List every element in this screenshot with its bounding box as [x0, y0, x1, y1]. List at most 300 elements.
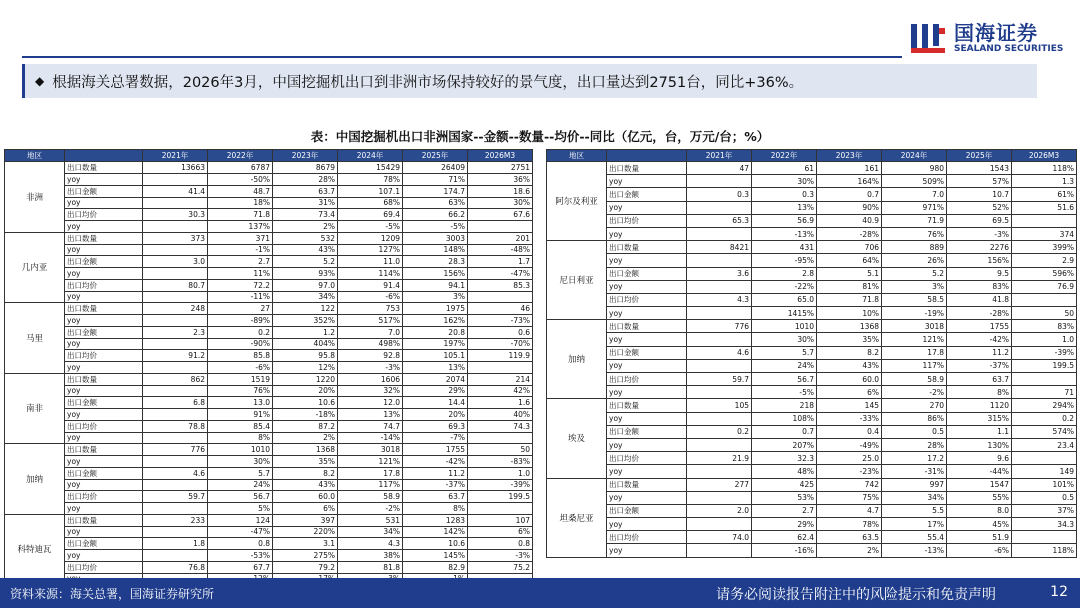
- metric-cell: yoy: [65, 526, 143, 538]
- value-cell: 8.0: [947, 504, 1012, 517]
- table-row: [5, 315, 533, 327]
- value-cell: 517%: [338, 315, 403, 327]
- value-cell: 34%: [338, 526, 403, 538]
- metric-cell: yoy: [65, 197, 143, 209]
- value-cell: 1606: [338, 373, 403, 385]
- value-cell: -28%: [947, 307, 1012, 320]
- metric-cell: yoy: [607, 201, 687, 214]
- value-cell: 48%: [752, 465, 817, 478]
- value-cell: 5.7: [752, 346, 817, 359]
- table-row: [547, 504, 1077, 517]
- value-cell: 46: [468, 303, 533, 315]
- column-header: 2025年: [403, 150, 468, 162]
- value-cell: 30%: [752, 175, 817, 188]
- table-row: [5, 491, 533, 503]
- value-cell: 5.2: [273, 256, 338, 268]
- value-cell: 2%: [273, 432, 338, 444]
- table-row: [547, 280, 1077, 293]
- value-cell: [687, 333, 752, 346]
- value-cell: -50%: [208, 174, 273, 186]
- value-cell: 0.7: [752, 425, 817, 438]
- value-cell: 76.8: [143, 561, 208, 573]
- value-cell: [143, 338, 208, 350]
- value-cell: [143, 456, 208, 468]
- column-header: [607, 150, 687, 162]
- value-cell: 108%: [752, 412, 817, 425]
- value-cell: 91.2: [143, 350, 208, 362]
- table-row: [5, 362, 533, 374]
- country-cell: 几内亚: [5, 232, 65, 303]
- value-cell: 121%: [338, 456, 403, 468]
- value-cell: 498%: [338, 338, 403, 350]
- metric-cell: 出口金额: [65, 326, 143, 338]
- value-cell: 78%: [817, 518, 882, 531]
- value-cell: [1012, 293, 1077, 306]
- table-row: [547, 175, 1077, 188]
- value-cell: 56.7: [208, 491, 273, 503]
- value-cell: -11%: [208, 291, 273, 303]
- value-cell: [143, 221, 208, 233]
- value-cell: 207%: [752, 438, 817, 451]
- value-cell: -6%: [338, 291, 403, 303]
- value-cell: 13%: [403, 362, 468, 374]
- table-row: [547, 333, 1077, 346]
- value-cell: 43%: [273, 479, 338, 491]
- value-cell: 137%: [208, 221, 273, 233]
- value-cell: 1283: [403, 514, 468, 526]
- value-cell: -33%: [817, 412, 882, 425]
- value-cell: 4.3: [338, 538, 403, 550]
- value-cell: -70%: [468, 338, 533, 350]
- table-row: [5, 467, 533, 479]
- value-cell: 117%: [882, 359, 947, 372]
- value-cell: 75%: [817, 491, 882, 504]
- value-cell: 66.2: [403, 209, 468, 221]
- value-cell: 79.2: [273, 561, 338, 573]
- value-cell: 64%: [817, 254, 882, 267]
- metric-cell: yoy: [65, 385, 143, 397]
- value-cell: 73.4: [273, 209, 338, 221]
- column-header: 2022年: [208, 150, 273, 162]
- value-cell: 6787: [208, 162, 273, 174]
- value-cell: -2%: [338, 503, 403, 515]
- metric-cell: 出口数量: [607, 320, 687, 333]
- value-cell: 1755: [403, 444, 468, 456]
- value-cell: [143, 550, 208, 562]
- value-cell: 29%: [752, 518, 817, 531]
- table-row: [5, 174, 533, 186]
- metric-cell: 出口金额: [607, 346, 687, 359]
- value-cell: 69.5: [947, 214, 1012, 227]
- value-cell: 60.0: [273, 491, 338, 503]
- value-cell: 97.0: [273, 279, 338, 291]
- metric-cell: 出口数量: [65, 514, 143, 526]
- value-cell: 56.9: [752, 214, 817, 227]
- value-cell: [468, 221, 533, 233]
- value-cell: 214: [468, 373, 533, 385]
- value-cell: 156%: [403, 268, 468, 280]
- value-cell: 3003: [403, 232, 468, 244]
- value-cell: 574%: [1012, 425, 1077, 438]
- value-cell: 76.9: [1012, 280, 1077, 293]
- metric-cell: 出口数量: [65, 303, 143, 315]
- value-cell: 11.2: [947, 346, 1012, 359]
- value-cell: 1120: [947, 399, 1012, 412]
- value-cell: 58.5: [882, 293, 947, 306]
- value-cell: -3%: [468, 550, 533, 562]
- value-cell: 74.7: [338, 420, 403, 432]
- value-cell: [687, 491, 752, 504]
- table-row: [5, 420, 533, 432]
- table-row: [5, 550, 533, 562]
- value-cell: 13%: [338, 409, 403, 421]
- table-row: [547, 412, 1077, 425]
- metric-cell: yoy: [607, 465, 687, 478]
- value-cell: 4.6: [687, 346, 752, 359]
- metric-cell: yoy: [65, 503, 143, 515]
- value-cell: 776: [143, 444, 208, 456]
- value-cell: 81.8: [338, 561, 403, 573]
- value-cell: 199.5: [468, 491, 533, 503]
- value-cell: 30%: [468, 197, 533, 209]
- value-cell: 3018: [882, 320, 947, 333]
- value-cell: 43%: [273, 244, 338, 256]
- metric-cell: 出口均价: [65, 420, 143, 432]
- table-row: [547, 399, 1077, 412]
- value-cell: 41.8: [947, 293, 1012, 306]
- value-cell: 1368: [273, 444, 338, 456]
- value-cell: 55%: [947, 491, 1012, 504]
- value-cell: -2%: [882, 386, 947, 399]
- metric-cell: yoy: [607, 491, 687, 504]
- table-row: [547, 293, 1077, 306]
- value-cell: 5.2: [882, 267, 947, 280]
- value-cell: 26%: [882, 254, 947, 267]
- table-row: [5, 268, 533, 280]
- table-row: [5, 350, 533, 362]
- value-cell: 107: [468, 514, 533, 526]
- country-cell: 加纳: [547, 320, 607, 399]
- metric-cell: 出口均价: [607, 531, 687, 544]
- value-cell: 20%: [273, 385, 338, 397]
- value-cell: 10%: [817, 307, 882, 320]
- country-cell: 尼日利亚: [547, 241, 607, 320]
- table-row: [547, 307, 1077, 320]
- value-cell: -3%: [947, 227, 1012, 240]
- value-cell: -49%: [817, 438, 882, 451]
- value-cell: 28%: [273, 174, 338, 186]
- metric-cell: 出口金额: [607, 425, 687, 438]
- value-cell: 8421: [687, 241, 752, 254]
- table-row: [5, 409, 533, 421]
- value-cell: 37%: [1012, 504, 1077, 517]
- value-cell: 18%: [208, 197, 273, 209]
- value-cell: -6%: [208, 362, 273, 374]
- value-cell: 8%: [208, 432, 273, 444]
- metric-cell: 出口均价: [65, 491, 143, 503]
- table-row: [547, 465, 1077, 478]
- value-cell: -73%: [468, 315, 533, 327]
- value-cell: 2.8: [752, 267, 817, 280]
- value-cell: 24%: [208, 479, 273, 491]
- value-cell: 53%: [752, 491, 817, 504]
- value-cell: 101%: [1012, 478, 1077, 491]
- value-cell: 1.8: [143, 538, 208, 550]
- value-cell: 63%: [403, 197, 468, 209]
- value-cell: 3.0: [143, 256, 208, 268]
- table-row: [547, 320, 1077, 333]
- column-header: 2026M3: [1012, 150, 1077, 162]
- value-cell: 86%: [882, 412, 947, 425]
- country-cell: 埃及: [547, 399, 607, 478]
- value-cell: 13%: [752, 201, 817, 214]
- value-cell: [143, 197, 208, 209]
- value-cell: 31%: [273, 197, 338, 209]
- value-cell: 0.6: [468, 326, 533, 338]
- metric-cell: 出口均价: [607, 214, 687, 227]
- value-cell: 10.6: [403, 538, 468, 550]
- value-cell: 13.0: [208, 397, 273, 409]
- value-cell: 28.3: [403, 256, 468, 268]
- value-cell: 122: [273, 303, 338, 315]
- column-header: 2025年: [947, 150, 1012, 162]
- value-cell: 1010: [752, 320, 817, 333]
- value-cell: 753: [338, 303, 403, 315]
- value-cell: [1012, 373, 1077, 386]
- value-cell: 371: [208, 232, 273, 244]
- value-cell: -44%: [947, 465, 1012, 478]
- value-cell: 3.1: [273, 538, 338, 550]
- value-cell: 6%: [273, 503, 338, 515]
- value-cell: 42%: [468, 385, 533, 397]
- value-cell: -53%: [208, 550, 273, 562]
- value-cell: 315%: [947, 412, 1012, 425]
- value-cell: 83%: [1012, 320, 1077, 333]
- value-cell: [687, 280, 752, 293]
- value-cell: 2.7: [752, 504, 817, 517]
- value-cell: 118%: [1012, 162, 1077, 175]
- value-cell: 145: [817, 399, 882, 412]
- value-cell: 0.8: [208, 538, 273, 550]
- value-cell: -37%: [947, 359, 1012, 372]
- value-cell: 65.0: [752, 293, 817, 306]
- right-data-table: [546, 149, 1077, 558]
- value-cell: 93%: [273, 268, 338, 280]
- value-cell: 35%: [273, 456, 338, 468]
- metric-cell: yoy: [607, 333, 687, 346]
- value-cell: 78.8: [143, 420, 208, 432]
- value-cell: 742: [817, 478, 882, 491]
- summary-text: 根据海关总署数据，2026年3月，中国挖掘机出口到非洲市场保持较好的景气度，出口量达到2751台，同比+36%。: [52, 74, 804, 91]
- value-cell: 1.3: [1012, 175, 1077, 188]
- value-cell: 248: [143, 303, 208, 315]
- value-cell: 13663: [143, 162, 208, 174]
- value-cell: -83%: [468, 456, 533, 468]
- table-row: [547, 373, 1077, 386]
- value-cell: [687, 465, 752, 478]
- value-cell: 5%: [208, 503, 273, 515]
- value-cell: 156%: [947, 254, 1012, 267]
- value-cell: 5.5: [882, 504, 947, 517]
- value-cell: 26409: [403, 162, 468, 174]
- value-cell: 35%: [817, 333, 882, 346]
- value-cell: [143, 362, 208, 374]
- metric-cell: yoy: [607, 307, 687, 320]
- value-cell: -90%: [208, 338, 273, 350]
- metric-cell: 出口金额: [607, 188, 687, 201]
- metric-cell: 出口均价: [607, 293, 687, 306]
- metric-cell: yoy: [65, 315, 143, 327]
- value-cell: 32%: [338, 385, 403, 397]
- value-cell: [143, 479, 208, 491]
- table-row: [5, 326, 533, 338]
- value-cell: -18%: [273, 409, 338, 421]
- value-cell: 29%: [403, 385, 468, 397]
- value-cell: 1547: [947, 478, 1012, 491]
- value-cell: [468, 291, 533, 303]
- country-cell: 加纳: [5, 444, 65, 515]
- value-cell: [687, 201, 752, 214]
- column-header: 地区: [5, 150, 65, 162]
- value-cell: [143, 268, 208, 280]
- table-row: [547, 346, 1077, 359]
- value-cell: 161: [817, 162, 882, 175]
- value-cell: -37%: [403, 479, 468, 491]
- value-cell: 30.3: [143, 209, 208, 221]
- value-cell: 2751: [468, 162, 533, 174]
- metric-cell: 出口均价: [65, 350, 143, 362]
- table-row: [547, 491, 1077, 504]
- value-cell: 71.8: [208, 209, 273, 221]
- value-cell: 87.2: [273, 420, 338, 432]
- metric-cell: yoy: [65, 268, 143, 280]
- value-cell: -42%: [947, 333, 1012, 346]
- value-cell: 0.4: [817, 425, 882, 438]
- metric-cell: yoy: [607, 438, 687, 451]
- disclaimer-text: 请务必阅读报告附注中的风险提示和免责声明: [716, 587, 996, 603]
- country-cell: 阿尔及利亚: [547, 162, 607, 241]
- metric-cell: yoy: [65, 221, 143, 233]
- metric-cell: yoy: [65, 456, 143, 468]
- value-cell: 11.2: [403, 467, 468, 479]
- value-cell: 2.3: [143, 326, 208, 338]
- table-row: [5, 526, 533, 538]
- metric-cell: 出口金额: [65, 185, 143, 197]
- value-cell: 5.1: [817, 267, 882, 280]
- value-cell: 68%: [338, 197, 403, 209]
- value-cell: 11.0: [338, 256, 403, 268]
- value-cell: 0.7: [817, 188, 882, 201]
- value-cell: [687, 412, 752, 425]
- value-cell: 531: [338, 514, 403, 526]
- value-cell: 55.4: [882, 531, 947, 544]
- value-cell: 30%: [752, 333, 817, 346]
- value-cell: 3%: [882, 280, 947, 293]
- value-cell: 174.7: [403, 185, 468, 197]
- value-cell: 233: [143, 514, 208, 526]
- value-cell: 38%: [338, 550, 403, 562]
- value-cell: [687, 518, 752, 531]
- value-cell: 1209: [338, 232, 403, 244]
- value-cell: 14.4: [403, 397, 468, 409]
- column-header: 2026M3: [468, 150, 533, 162]
- metric-cell: yoy: [65, 362, 143, 374]
- logo-english-name: SEALAND SECURITIES: [954, 43, 1064, 54]
- value-cell: 17.8: [338, 467, 403, 479]
- value-cell: 63.7: [403, 491, 468, 503]
- metric-cell: 出口金额: [607, 267, 687, 280]
- table-row: [547, 438, 1077, 451]
- metric-cell: yoy: [65, 409, 143, 421]
- value-cell: 0.8: [468, 538, 533, 550]
- value-cell: 27: [208, 303, 273, 315]
- metric-cell: 出口金额: [65, 397, 143, 409]
- value-cell: -3%: [338, 362, 403, 374]
- value-cell: 10.7: [947, 188, 1012, 201]
- value-cell: 80.7: [143, 279, 208, 291]
- value-cell: [468, 503, 533, 515]
- table-row: [5, 197, 533, 209]
- value-cell: 59.7: [143, 491, 208, 503]
- value-cell: 2.0: [687, 504, 752, 517]
- value-cell: 25.0: [817, 452, 882, 465]
- table-row: [547, 425, 1077, 438]
- table-title: 表：中国挖掘机出口非洲国家--金额--数量--均价--同比（亿元，台，万元/台；%）: [310, 129, 770, 144]
- value-cell: 74.3: [468, 420, 533, 432]
- table-row: [547, 531, 1077, 544]
- metric-cell: yoy: [65, 174, 143, 186]
- column-header: 地区: [547, 150, 607, 162]
- value-cell: 2%: [817, 544, 882, 557]
- value-cell: 56.7: [752, 373, 817, 386]
- value-cell: 20.8: [403, 326, 468, 338]
- column-header: 2022年: [752, 150, 817, 162]
- footer-bar: [0, 578, 1080, 608]
- value-cell: [687, 386, 752, 399]
- table-row: [547, 241, 1077, 254]
- value-cell: 21.9: [687, 452, 752, 465]
- value-cell: 124: [208, 514, 273, 526]
- value-cell: -47%: [468, 268, 533, 280]
- value-cell: [687, 359, 752, 372]
- value-cell: 130%: [947, 438, 1012, 451]
- value-cell: 41.4: [143, 185, 208, 197]
- value-cell: -22%: [752, 280, 817, 293]
- value-cell: 8%: [947, 386, 1012, 399]
- value-cell: 1.6: [468, 397, 533, 409]
- table-row: [5, 514, 533, 526]
- value-cell: 34.3: [1012, 518, 1077, 531]
- value-cell: -16%: [752, 544, 817, 557]
- value-cell: 8679: [273, 162, 338, 174]
- value-cell: 34%: [273, 291, 338, 303]
- value-cell: 980: [882, 162, 947, 175]
- table-row: [547, 478, 1077, 491]
- value-cell: 75.2: [468, 561, 533, 573]
- value-cell: 83%: [947, 280, 1012, 293]
- country-cell: 坦桑尼亚: [547, 478, 607, 557]
- value-cell: 34%: [882, 491, 947, 504]
- value-cell: [1012, 452, 1077, 465]
- metric-cell: 出口金额: [607, 504, 687, 517]
- value-cell: 82.9: [403, 561, 468, 573]
- value-cell: [143, 432, 208, 444]
- metric-cell: 出口数量: [65, 162, 143, 174]
- value-cell: 509%: [882, 175, 947, 188]
- value-cell: 1.1: [947, 425, 1012, 438]
- value-cell: 48.7: [208, 185, 273, 197]
- table-row: [5, 221, 533, 233]
